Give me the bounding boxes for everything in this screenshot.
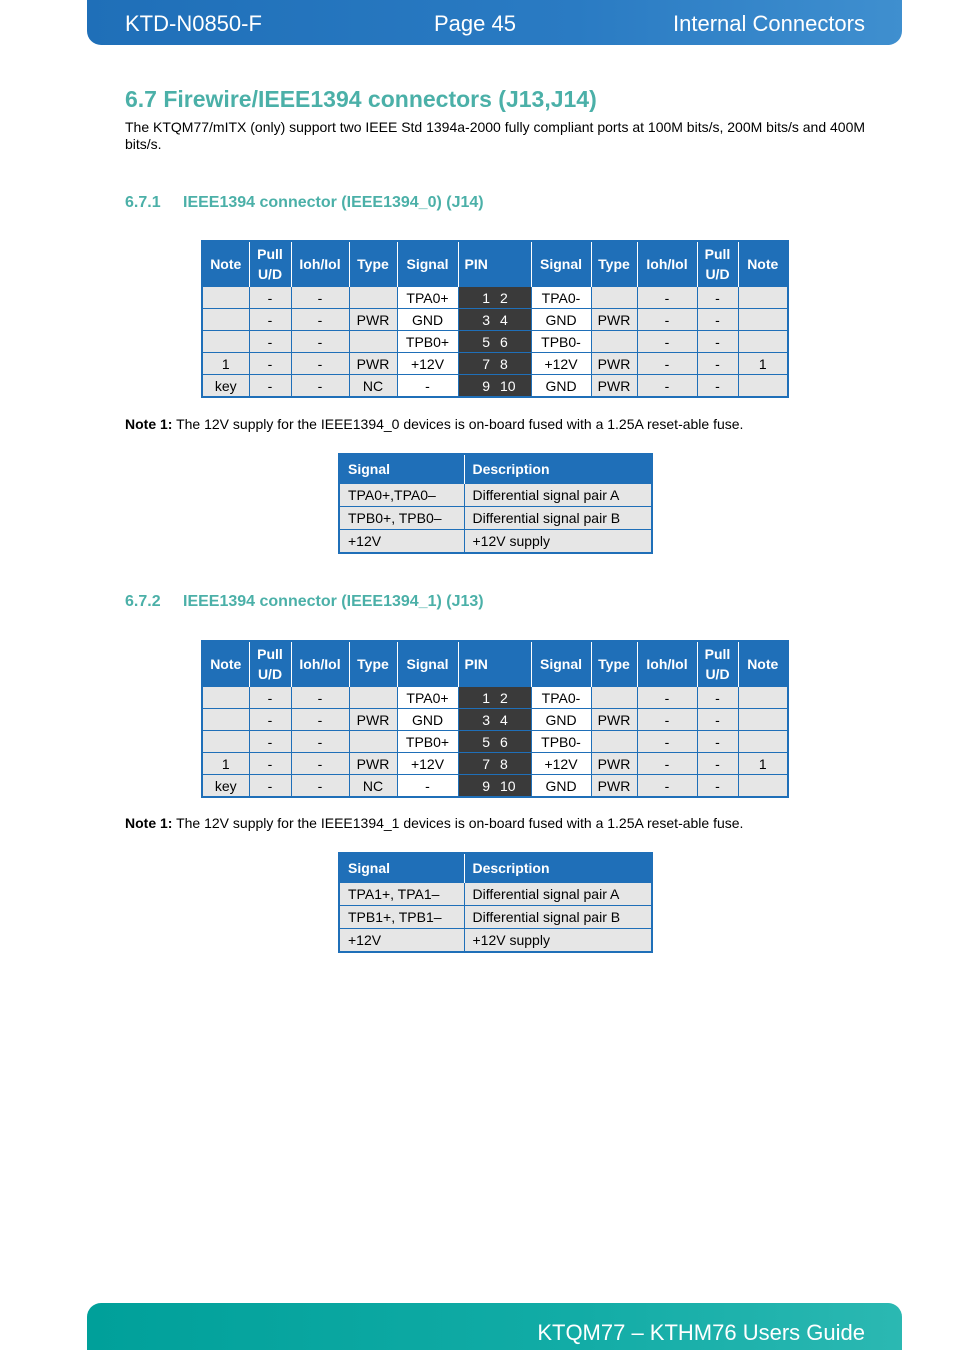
column-header: Signal xyxy=(339,454,464,484)
table-cell xyxy=(349,731,397,753)
table-cell: 5 xyxy=(458,731,494,753)
table-cell: GND xyxy=(397,309,458,331)
table-cell: PWR xyxy=(591,309,637,331)
table-cell: - xyxy=(291,331,349,353)
table-cell: 2 xyxy=(494,687,531,709)
table-cell: +12V supply xyxy=(464,929,652,953)
table-cell: GND xyxy=(531,309,591,331)
table-cell: PWR xyxy=(591,375,637,398)
table-header-row xyxy=(339,454,652,484)
table-cell: NC xyxy=(349,375,397,398)
pin-table-j14 xyxy=(201,240,789,398)
column-header: Signal xyxy=(531,641,591,687)
table-cell: - xyxy=(637,309,697,331)
section-name: Internal Connectors xyxy=(673,11,865,36)
table-cell: 4 xyxy=(494,309,531,331)
table-cell: - xyxy=(249,375,291,398)
table-cell: - xyxy=(697,309,738,331)
table-cell: +12V xyxy=(397,753,458,775)
table-cell: - xyxy=(637,331,697,353)
note-text: The 12V supply for the IEEE1394_1 devices is on-board fused with a 1.25A reset-able fuse. xyxy=(172,815,744,831)
table-cell: - xyxy=(249,731,291,753)
table-cell: 9 xyxy=(458,775,494,798)
column-header: Pull U/D xyxy=(697,241,738,287)
table-row xyxy=(202,309,788,331)
table-cell xyxy=(738,775,788,798)
table-cell: TPB0- xyxy=(531,331,591,353)
table-header-row xyxy=(202,241,788,287)
table-cell: +12V xyxy=(531,353,591,375)
table-cell: TPB0+ xyxy=(397,331,458,353)
table-cell: - xyxy=(291,731,349,753)
table-cell xyxy=(738,309,788,331)
table-cell: PWR xyxy=(591,753,637,775)
column-header: Pull U/D xyxy=(697,641,738,687)
table-cell: - xyxy=(697,331,738,353)
section-title: 6.7 Firewire/IEEE1394 connectors (J13,J14) xyxy=(125,86,597,112)
table-cell: - xyxy=(249,309,291,331)
table-cell: GND xyxy=(531,775,591,798)
table-cell: - xyxy=(697,753,738,775)
table-cell: GND xyxy=(531,709,591,731)
table-cell: - xyxy=(249,287,291,309)
table-cell: 1 xyxy=(738,353,788,375)
table-cell: 4 xyxy=(494,709,531,731)
table-cell: - xyxy=(291,775,349,798)
column-header: Note xyxy=(738,641,788,687)
table-cell: - xyxy=(249,709,291,731)
column-header: Note xyxy=(738,241,788,287)
table-row xyxy=(202,353,788,375)
note-label: Note 1: xyxy=(125,815,173,831)
column-header: Type xyxy=(349,641,397,687)
table-cell: +12V xyxy=(531,753,591,775)
column-header: Description xyxy=(464,454,652,484)
table-cell: 8 xyxy=(494,353,531,375)
table-cell: TPA1+, TPA1– xyxy=(339,883,464,906)
table-cell xyxy=(591,331,637,353)
table-cell: - xyxy=(637,731,697,753)
table-cell: - xyxy=(397,375,458,398)
column-header: Pull U/D xyxy=(249,241,291,287)
table-row xyxy=(339,530,652,554)
table-cell: 1 xyxy=(738,753,788,775)
table-cell: - xyxy=(291,287,349,309)
table-cell: 7 xyxy=(458,353,494,375)
table-cell: - xyxy=(637,287,697,309)
table-cell: - xyxy=(291,753,349,775)
column-header: Note xyxy=(202,241,249,287)
table-row xyxy=(202,331,788,353)
table-cell: - xyxy=(249,353,291,375)
table-cell: TPB0+, TPB0– xyxy=(339,507,464,530)
table-cell: NC xyxy=(349,775,397,798)
table-cell: 10 xyxy=(494,375,531,398)
column-header: Ioh/Iol xyxy=(637,241,697,287)
table-cell xyxy=(738,731,788,753)
note-1-j14 xyxy=(125,416,743,432)
table-cell: - xyxy=(291,309,349,331)
page-number: Page 45 xyxy=(434,11,516,36)
table-cell: key xyxy=(202,775,249,798)
table-cell: TPA0+ xyxy=(397,687,458,709)
table-row xyxy=(339,906,652,929)
table-cell: key xyxy=(202,375,249,398)
table-cell: - xyxy=(291,687,349,709)
subsection-number: 6.7.1 xyxy=(125,194,161,211)
pin-table-j13 xyxy=(201,640,789,798)
table-cell: 1 xyxy=(458,287,494,309)
table-cell: 7 xyxy=(458,753,494,775)
signal-description-table-j13 xyxy=(338,852,653,953)
table-cell: - xyxy=(637,353,697,375)
subsection-text: IEEE1394 connector (IEEE1394_1) (J13) xyxy=(183,593,484,610)
table-row xyxy=(339,507,652,530)
table-row xyxy=(339,929,652,953)
column-header: Signal xyxy=(397,641,458,687)
column-header: Ioh/Iol xyxy=(291,641,349,687)
table-row xyxy=(202,709,788,731)
table-cell: - xyxy=(291,375,349,398)
column-header: Type xyxy=(591,241,637,287)
table-cell: - xyxy=(697,775,738,798)
table-cell: 6 xyxy=(494,331,531,353)
table-cell: TPB0- xyxy=(531,731,591,753)
table-cell xyxy=(738,331,788,353)
table-cell xyxy=(202,287,249,309)
table-cell: 8 xyxy=(494,753,531,775)
intro-paragraph: The KTQM77/mITX (only) support two IEEE Std 1394a-2000 fully compliant ports at 100M bits/s, 200M bits/s and 400M bits/s. xyxy=(125,119,866,152)
table-row xyxy=(202,687,788,709)
table-cell: - xyxy=(291,709,349,731)
table-cell xyxy=(202,331,249,353)
table-cell: PWR xyxy=(591,709,637,731)
table-cell: - xyxy=(637,753,697,775)
subsection-text: IEEE1394 connector (IEEE1394_0) (J14) xyxy=(183,194,484,211)
table-cell: PWR xyxy=(349,353,397,375)
page-header xyxy=(87,0,902,45)
table-cell xyxy=(202,687,249,709)
table-cell: Differential signal pair A xyxy=(464,484,652,507)
doc-id: KTD-N0850-F xyxy=(125,11,262,36)
table-cell: PWR xyxy=(349,309,397,331)
table-cell: - xyxy=(697,687,738,709)
table-cell xyxy=(591,687,637,709)
table-cell: PWR xyxy=(591,775,637,798)
table-cell: TPA0- xyxy=(531,287,591,309)
table-cell: +12V supply xyxy=(464,530,652,554)
table-cell xyxy=(738,687,788,709)
table-cell xyxy=(349,287,397,309)
column-header: Type xyxy=(349,241,397,287)
column-header: PIN xyxy=(458,641,531,687)
table-cell: - xyxy=(697,375,738,398)
table-cell: PWR xyxy=(349,753,397,775)
table-row xyxy=(339,883,652,906)
table-cell: Differential signal pair B xyxy=(464,507,652,530)
note-text: The 12V supply for the IEEE1394_0 devices is on-board fused with a 1.25A reset-able fuse. xyxy=(172,416,744,432)
table-cell: Differential signal pair B xyxy=(464,906,652,929)
table-cell: TPB0+ xyxy=(397,731,458,753)
subsection-title-2 xyxy=(125,593,484,611)
column-header: Signal xyxy=(531,241,591,287)
table-cell: - xyxy=(697,731,738,753)
table-cell: 3 xyxy=(458,709,494,731)
column-header: Description xyxy=(464,853,652,883)
table-cell xyxy=(349,687,397,709)
table-cell xyxy=(349,331,397,353)
table-row xyxy=(202,775,788,798)
table-row xyxy=(339,484,652,507)
table-cell xyxy=(591,287,637,309)
table-row xyxy=(202,753,788,775)
table-cell: 9 xyxy=(458,375,494,398)
table-cell xyxy=(202,731,249,753)
column-header: Pull U/D xyxy=(249,641,291,687)
signal-description-table-j14 xyxy=(338,453,653,554)
table-cell: - xyxy=(637,687,697,709)
table-cell: +12V xyxy=(339,530,464,554)
table-cell xyxy=(591,731,637,753)
table-cell: - xyxy=(637,375,697,398)
table-cell: - xyxy=(291,353,349,375)
table-cell: PWR xyxy=(349,709,397,731)
table-cell: GND xyxy=(397,709,458,731)
table-cell: - xyxy=(249,687,291,709)
table-cell: - xyxy=(697,287,738,309)
table-cell: PWR xyxy=(591,353,637,375)
table-cell: TPA0- xyxy=(531,687,591,709)
table-cell: - xyxy=(697,353,738,375)
table-cell: - xyxy=(249,753,291,775)
table-cell: Differential signal pair A xyxy=(464,883,652,906)
table-cell: - xyxy=(397,775,458,798)
column-header: Note xyxy=(202,641,249,687)
table-cell xyxy=(202,309,249,331)
table-cell: - xyxy=(637,709,697,731)
table-cell xyxy=(202,709,249,731)
table-header-row xyxy=(339,853,652,883)
table-cell: +12V xyxy=(397,353,458,375)
table-row xyxy=(202,731,788,753)
column-header: PIN xyxy=(458,241,531,287)
note-1-j13 xyxy=(125,815,743,831)
table-cell: TPA0+,TPA0– xyxy=(339,484,464,507)
table-cell: - xyxy=(249,775,291,798)
column-header: Signal xyxy=(397,241,458,287)
table-cell xyxy=(738,375,788,398)
note-label: Note 1: xyxy=(125,416,173,432)
table-cell: 2 xyxy=(494,287,531,309)
table-cell: TPB1+, TPB1– xyxy=(339,906,464,929)
page-footer xyxy=(87,1303,902,1350)
table-cell: 5 xyxy=(458,331,494,353)
column-header: Ioh/Iol xyxy=(291,241,349,287)
table-cell: 1 xyxy=(458,687,494,709)
table-cell: - xyxy=(249,331,291,353)
footer-title: KTQM77 – KTHM76 Users Guide xyxy=(537,1320,865,1345)
table-cell: 6 xyxy=(494,731,531,753)
table-cell: 1 xyxy=(202,353,249,375)
table-cell: 3 xyxy=(458,309,494,331)
table-cell xyxy=(738,287,788,309)
column-header: Signal xyxy=(339,853,464,883)
table-cell: 10 xyxy=(494,775,531,798)
table-cell: TPA0+ xyxy=(397,287,458,309)
table-cell: +12V xyxy=(339,929,464,953)
table-header-row xyxy=(202,641,788,687)
table-cell: GND xyxy=(531,375,591,398)
subsection-number: 6.7.2 xyxy=(125,593,161,610)
table-cell: - xyxy=(637,775,697,798)
table-row xyxy=(202,375,788,398)
table-row xyxy=(202,287,788,309)
table-cell xyxy=(738,709,788,731)
subsection-title-1 xyxy=(125,194,484,212)
column-header: Ioh/Iol xyxy=(637,641,697,687)
table-cell: - xyxy=(697,709,738,731)
column-header: Type xyxy=(591,641,637,687)
table-cell: 1 xyxy=(202,753,249,775)
